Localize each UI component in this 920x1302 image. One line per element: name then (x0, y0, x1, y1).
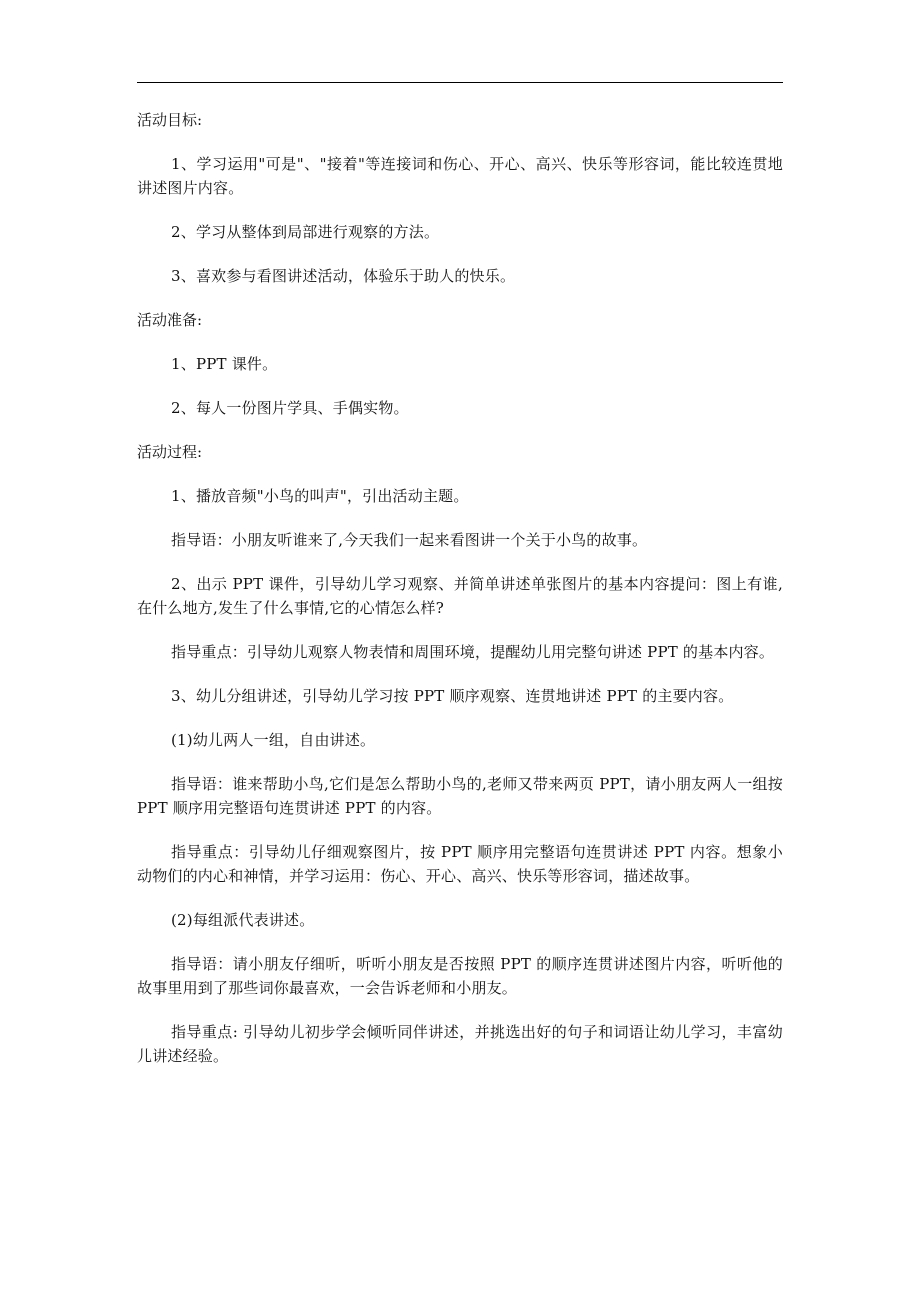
process-focus-3: 指导重点: 引导幼儿初步学会倾听同伴讲述，并挑选出好的句子和词语让幼儿学习，丰富幼儿讲述经验。 (137, 1023, 783, 1065)
section-heading-preparation: 活动准备: (137, 311, 203, 329)
process-item-3: 3、幼儿分组讲述，引导幼儿学习按 PPT 顺序观察、连贯地讲述 PPT 的主要内容。 (171, 687, 734, 705)
document-body (137, 108, 783, 1088)
process-guide-3: 指导语：请小朋友仔细听，听听小朋友是否按照 PPT 的顺序连贯讲述图片内容，听听他的故事里用到了那些词你最喜欢，一会告诉老师和小朋友。 (137, 955, 783, 997)
goal-item-3: 3、喜欢参与看图讲述活动，体验乐于助人的快乐。 (171, 267, 516, 285)
prep-item-2: 2、每人一份图片学具、手偶实物。 (171, 399, 409, 417)
goal-item-2: 2、学习从整体到局部进行观察的方法。 (171, 223, 440, 241)
process-subitem-2: (2)每组派代表讲述。 (171, 911, 315, 929)
process-guide-2: 指导语：谁来帮助小鸟,它们是怎么帮助小鸟的,老师又带来两页 PPT，请小朋友两人一组按 PPT 顺序用完整语句连贯讲述 PPT 的内容。 (137, 775, 783, 817)
prep-item-1: 1、PPT 课件。 (171, 355, 278, 373)
section-heading-goals: 活动目标: (137, 111, 203, 129)
process-guide-1: 指导语：小朋友听谁来了,今天我们一起来看图讲一个关于小鸟的故事。 (171, 531, 648, 549)
header-rule (137, 82, 783, 83)
process-item-2: 2、出示 PPT 课件，引导幼儿学习观察、并简单讲述单张图片的基本内容提问：图上有谁,在什么地方,发生了什么事情,它的心情怎么样? (137, 575, 783, 617)
goal-item-1: 1、学习运用"可是"、"接着"等连接词和伤心、开心、高兴、快乐等形容词，能比较连贯地讲述图片内容。 (137, 155, 783, 197)
process-item-1: 1、播放音频"小鸟的叫声"，引出活动主题。 (171, 487, 469, 505)
process-focus-2: 指导重点：引导幼儿仔细观察图片，按 PPT 顺序用完整语句连贯讲述 PPT 内容。想象小动物们的内心和神情，并学习运用：伤心、开心、高兴、快乐等形容词，描述故事。 (137, 843, 783, 885)
process-focus-1: 指导重点：引导幼儿观察人物表情和周围环境，提醒幼儿用完整句讲述 PPT 的基本内容。 (171, 643, 775, 661)
process-subitem-1: (1)幼儿两人一组，自由讲述。 (171, 731, 376, 749)
section-heading-process: 活动过程: (137, 443, 203, 461)
